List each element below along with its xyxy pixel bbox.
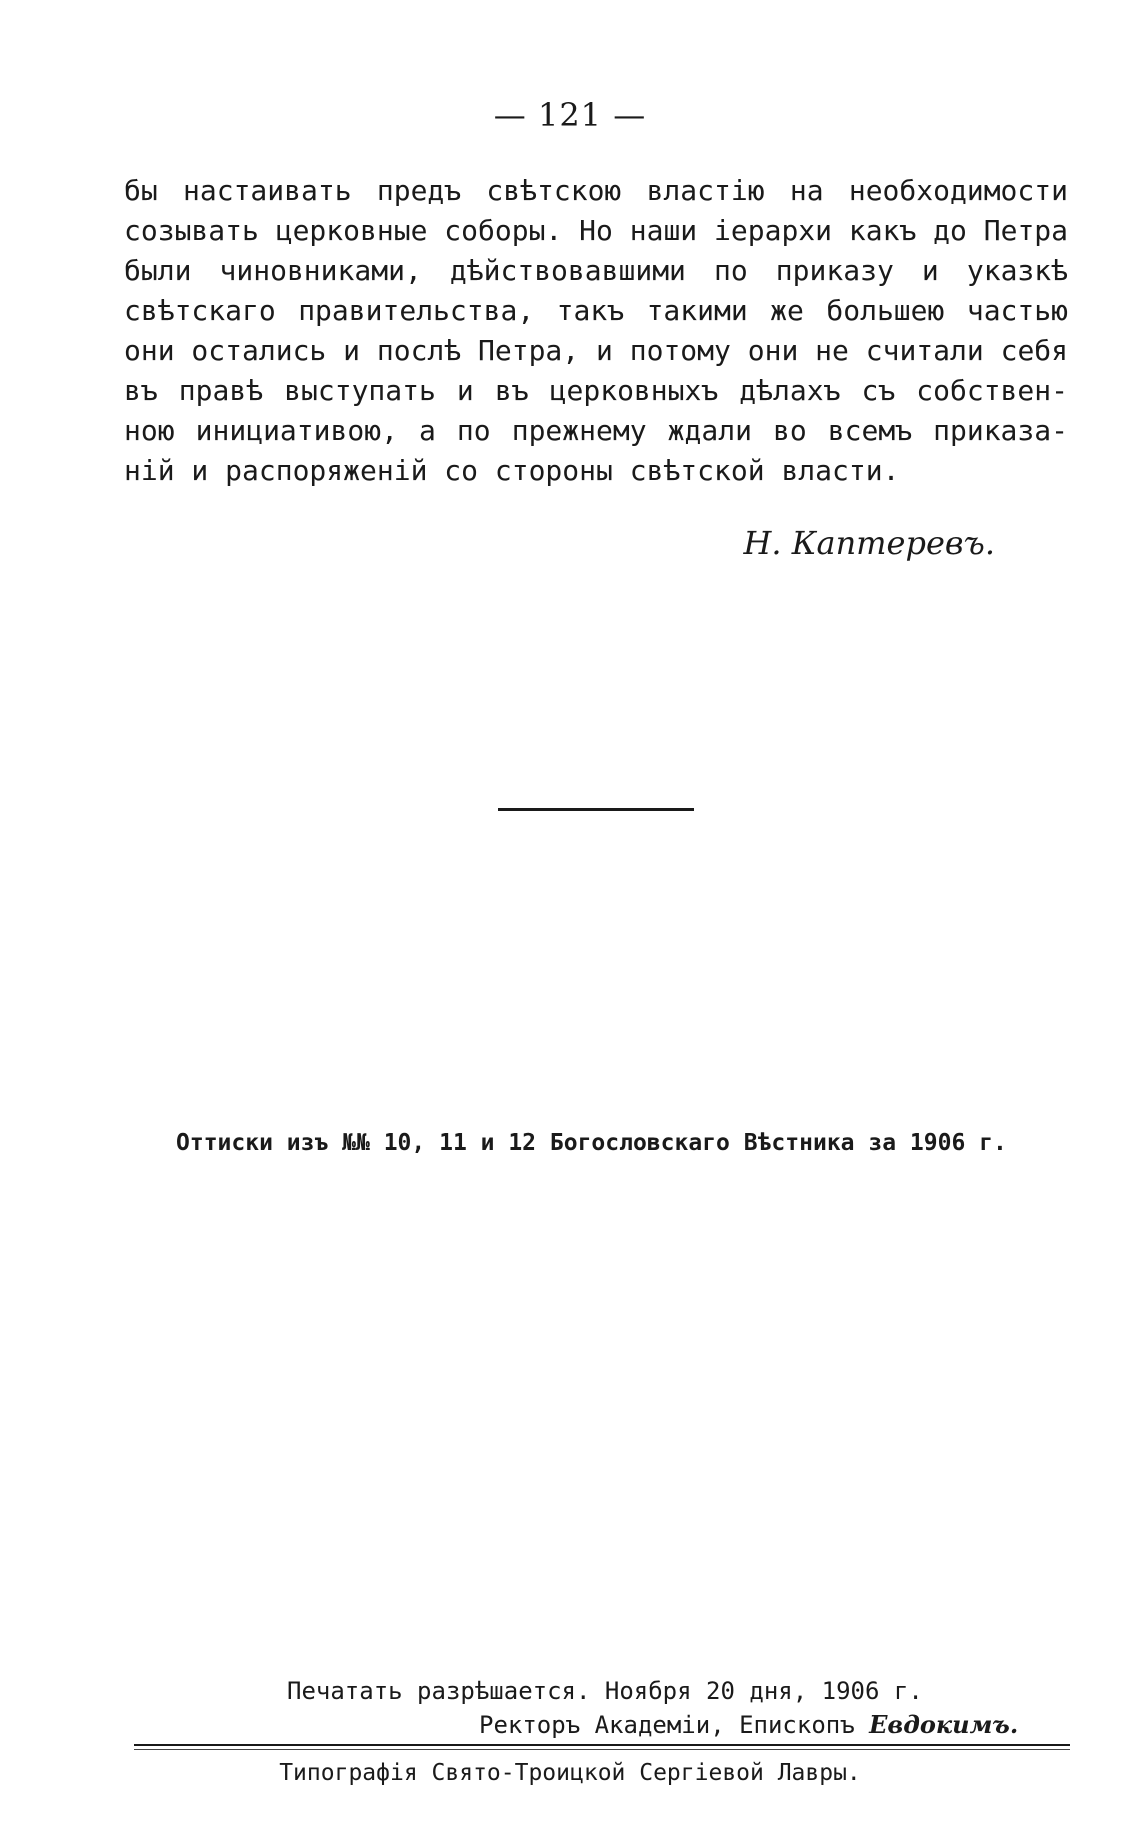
body-line: въ правѣ выступать и въ церковныхъ дѣлахъ съ собствен- xyxy=(124,374,1068,407)
footer-rule-thin xyxy=(134,1749,1070,1750)
body-line: бы настаивать предъ свѣтскою властію на необходимости xyxy=(124,174,1068,207)
page-number: — 121 — xyxy=(493,96,647,134)
body-line: ній и распоряженій со стороны свѣтской власти. xyxy=(124,454,900,487)
rector-title: Ректоръ Академіи, Епископъ xyxy=(479,1711,870,1739)
offprint-note: Оттиски изъ №№ 10, 11 и 12 Богословскаго Вѣстника за 1906 г. xyxy=(176,1130,1007,1156)
imprimatur-rector-line xyxy=(287,1708,1018,1742)
imprimatur xyxy=(287,1674,1018,1742)
author-signature: Н. Каптеревъ. xyxy=(743,524,995,562)
section-divider xyxy=(498,808,694,811)
imprimatur-line: Печатать разрѣшается. Ноября 20 дня, 1906 г. xyxy=(287,1677,923,1705)
body-line: были чиновниками, дѣйствовавшими по приказу и указкѣ xyxy=(124,254,1068,287)
bishop-name: Евдокимъ. xyxy=(869,1710,1019,1739)
body-line: свѣтскаго правительства, такъ такими же большею частью xyxy=(124,294,1068,327)
body-line: созывать церковные соборы. Но наши іерархи какъ до Петра xyxy=(124,214,1069,247)
body-line: ною инициативою, а по прежнему ждали во всемъ приказа- xyxy=(124,414,1068,447)
footer-rule xyxy=(134,1744,1070,1746)
body-paragraph xyxy=(124,171,1068,491)
printer-imprint: Типографія Свято-Троицкой Сергіевой Лавры. xyxy=(279,1760,861,1786)
body-line: они остались и послѣ Петра, и потому они не считали себя xyxy=(124,334,1069,367)
